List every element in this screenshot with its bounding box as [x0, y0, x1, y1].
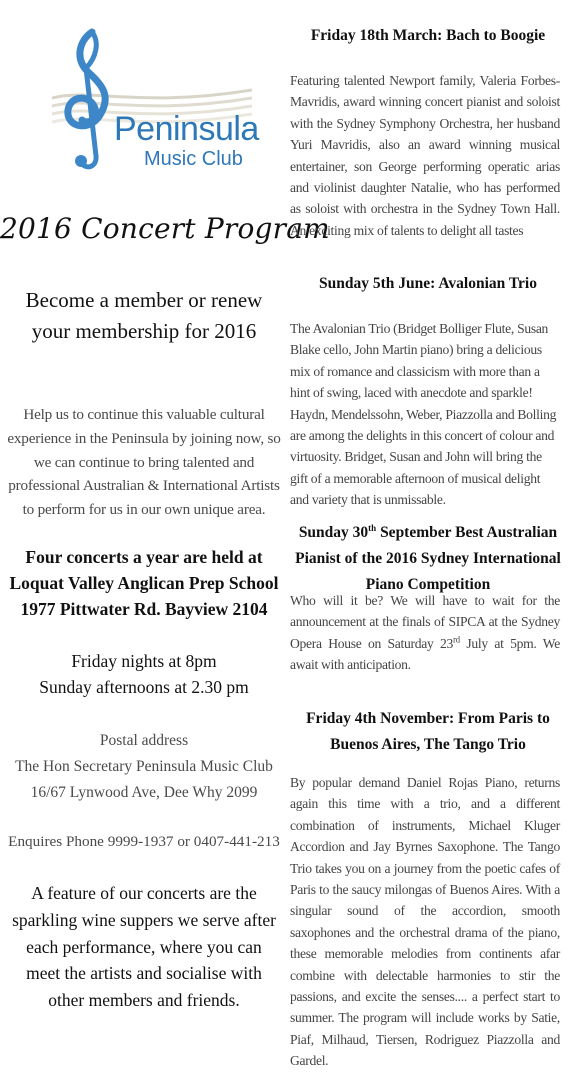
membership-heading: Become a member or renew your membership for 2016	[25, 288, 263, 343]
event-heading-text: Sunday 30	[298, 524, 369, 541]
event-heading-line: Friday 4th November: From Paris to	[306, 710, 550, 727]
event-heading-line: Buenos Aires, The Tango Trio	[330, 736, 526, 753]
event-heading-text: September Best Australian Pianist of the 2016 Sydney International Piano Competition	[295, 524, 561, 593]
event-heading	[290, 706, 566, 758]
event-description: By popular demand Daniel Rojas Piano, returns again this time with a trio, and a different combination of instruments, Michael Kluger Accordion and Jay Byrnes Saxophone. The Tango Trio takes you on a journey from the poetic cafes of Paris to the saucy milongas of Buenos Aires. With a singular sound of the accordion, smooth saxophones and the orchestral drama of the piano, these memorable melodies from continents afar combine with delectable harmonies to stir the passions, and excite the senses.... a perfect start to summer. The program will include works by Satie, Piaf, Milhaud, Tiersen, Rodriguez Piazzolla and Gardel.	[290, 775, 560, 1069]
right-column	[290, 0, 566, 1069]
venue-line: Four concerts a year are held at	[25, 547, 263, 567]
program-title: 2016 Concert Program	[0, 212, 330, 245]
event-heading: Sunday 5th June: Avalonian Trio	[319, 275, 537, 292]
event-description	[290, 590, 560, 676]
event-heading: Friday 18th March: Bach to Boogie	[310, 27, 546, 44]
event-description-text: Who will it be? We will have to wait for the announcement at the finals of SIPCA at the Sydney Opera House on Saturday 23	[290, 593, 560, 651]
postal-line: The Hon Secretary Peninsula Music Club	[15, 758, 273, 775]
venue-line: 1977 Pittwater Rd. Bayview 2104	[20, 599, 268, 619]
postal-line: 16/67 Lynwood Ave, Dee Why 2099	[30, 784, 258, 801]
feature-paragraph: A feature of our concerts are the sparkling wine suppers we serve after each performance, where you can meet the artists and socialise with other members and friends.	[12, 883, 276, 1011]
time-line: Friday nights at 8pm	[71, 651, 217, 671]
logo-name: Peninsula	[114, 110, 259, 148]
time-line: Sunday afternoons at 2.30 pm	[39, 677, 249, 697]
concert-times	[4, 648, 284, 700]
event-heading	[290, 520, 566, 598]
club-logo	[52, 28, 259, 178]
venue-line: Loquat Valley Anglican Prep School	[9, 573, 279, 593]
help-paragraph: Help us to continue this valuable cultural experience in the Peninsula by joining now, so we can continue to bring talented and professional Australian & International Artists to perform for us in our own unique area.	[7, 406, 281, 519]
enquiries-phone: Enquires Phone 9999-1937 or 0407-441-213	[8, 833, 280, 850]
postal-address	[4, 728, 284, 806]
concert-venue	[4, 544, 284, 622]
event-description: The Avalonian Trio (Bridget Bolliger Flute, Susan Blake cello, John Martin piano) bring a delicious mix of romance and classicism with more than a hint of swing, laced with anecdote and sparkle! Haydn, Mendelssohn, Weber, Piazzolla and Bolling are among the delights in this concert of colour and virtuosity. Bridget, Susan and John will bring the gift of a memorable afternoon of musical delight and variety that is unmissable.	[290, 321, 557, 508]
event-description: Featuring talented Newport family, Valeria Forbes-Mavridis, award winning concert pianist and soloist with the Sydney Symphony Orchestra, her husband Yuri Mavridis, also an award winning musical entertainer, son George performing operatic arias and violinist daughter Natalie, who has performed as soloist with orchestra in the Sydney Town Hall. An exciting mix of talents to delight all tastes	[290, 73, 560, 238]
event-heading-suffix: th	[368, 522, 377, 533]
event-description-text: July at 5pm. We await with anticipation.	[290, 635, 560, 673]
logo-subtitle: Music Club	[144, 148, 243, 170]
postal-line: Postal address	[99, 732, 189, 749]
event-description-suffix: rd	[452, 634, 460, 645]
